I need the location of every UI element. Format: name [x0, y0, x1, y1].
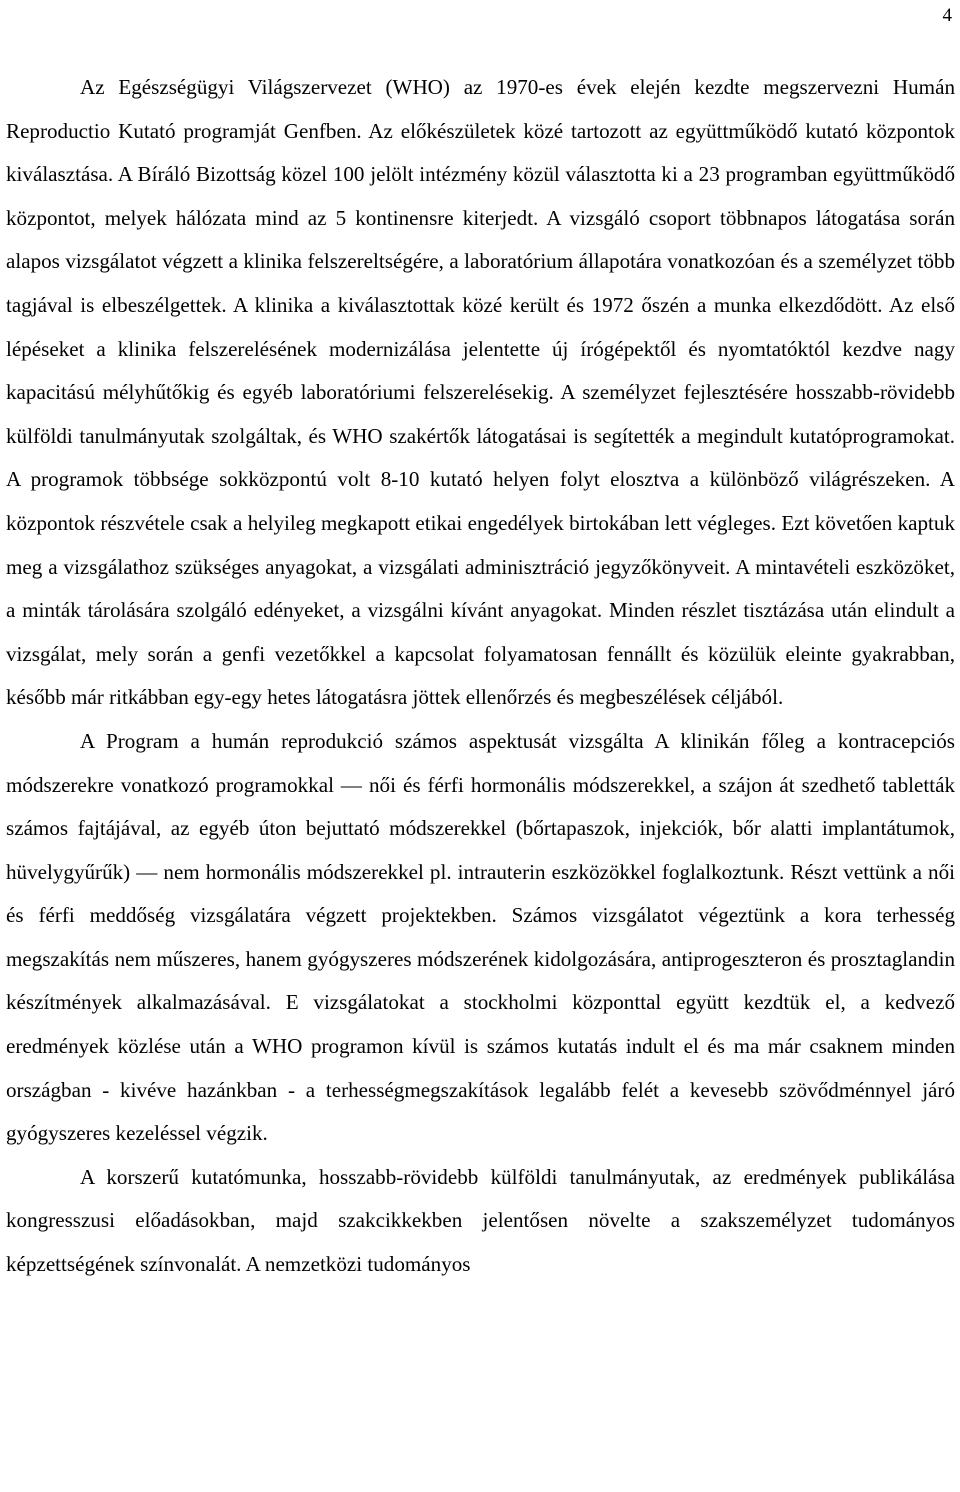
paragraph-who-program: Az Egészségügyi Világszervezet (WHO) az 1970-es évek elején kezdte megszervezni Humán Reproductio Kutató programját Genfben. Az előkészületek közé tartozott az együttműködő kutató központok kiválasztása. A Bíráló Bizottság közel 100 jelölt intézmény közül választotta ki a 23 programban együttműködő központot, melyek hálózata mind az 5 kontinensre kiterjedt. A vizsgáló csoport többnapos látogatása során alapos vizsgálatot végzett a klinika felszereltségére, a laboratórium állapotára vonatkozóan és a személyzet több tagjával is elbeszélgettek. A klinika a kiválasztottak közé került és 1972 őszén a munka elkezdődött. Az első lépéseket a klinika felszerelésének modernizálása jelentette új írógépektől és nyomtatóktól kezdve nagy kapacitású mélyhűtőkig és egyéb laboratóriumi felszerelésekig. A személyzet fejlesztésére hosszabb-rövidebb külföldi tanulmányutak szolgáltak, és WHO szakértők látogatásai is segítették a megindult kutatóprogramokat. A programok többsége sokközpontú volt 8-10 kutató helyen folyt elosztva a különböző világrészeken. A központok részvétele csak a helyileg megkapott etikai engedélyek birtokában lett végleges. Ezt követően kaptuk meg a vizsgálathoz szükséges anyagokat, a vizsgálati adminisztráció jegyzőkönyveit. A mintavételi eszközöket, a minták tárolására szolgáló edényeket, a vizsgálni kívánt anyagokat. Minden részlet tisztázása után elindult a vizsgálat, mely során a genfi vezetőkkel a kapcsolat folyamatosan fennállt és közülük eleinte gyakrabban, később már ritkábban egy-egy hetes látogatásra jöttek ellenőrzés és megbeszélések céljából. [6, 75, 955, 710]
document-body [6, 66, 955, 1287]
paragraph-reproduction-research: A Program a humán reprodukció számos aspektusát vizsgálta A klinikán főleg a kontracepciós módszerekre vonatkozó programokkal — női és férfi hormonális módszerekkel, a szájon át szedhető tabletták számos fajtájával, az egyéb úton bejuttató módszerekkel (bőrtapaszok, injekciók, bőr alatti implantátumok, hüvelygyűrűk) — nem hormonális módszerekkel pl. intrauterin eszközökkel foglalkoztunk. Részt vettünk a női és férfi meddőség vizsgálatára végzett projektekben. Számos vizsgálatot végeztünk a kora terhesség megszakítás nem műszeres, hanem gyógyszeres módszerének kidolgozására, antiprogeszteron és prosztaglandin készítmények alkalmazásával. E vizsgálatokat a stockholmi központtal együtt kezdtük el, a kedvező eredmények közlése után a WHO programon kívül is számos kutatás indult el és ma már csaknem minden országban - kivéve hazánkban - a terhességmegszakítások legalább felét a kevesebb szövődménnyel járó gyógyszeres kezeléssel végzik. [6, 728, 955, 1146]
page-number: 4 [942, 5, 952, 26]
paragraph-research-work: A korszerű kutatómunka, hosszabb-rövidebb külföldi tanulmányutak, az eredmények publikálása kongresszusi előadásokban, majd szakcikkekben jelentősen növelte a szakszemélyzet tudományos képzettségének színvonalát. A nemzetközi tudományos [6, 1164, 955, 1277]
